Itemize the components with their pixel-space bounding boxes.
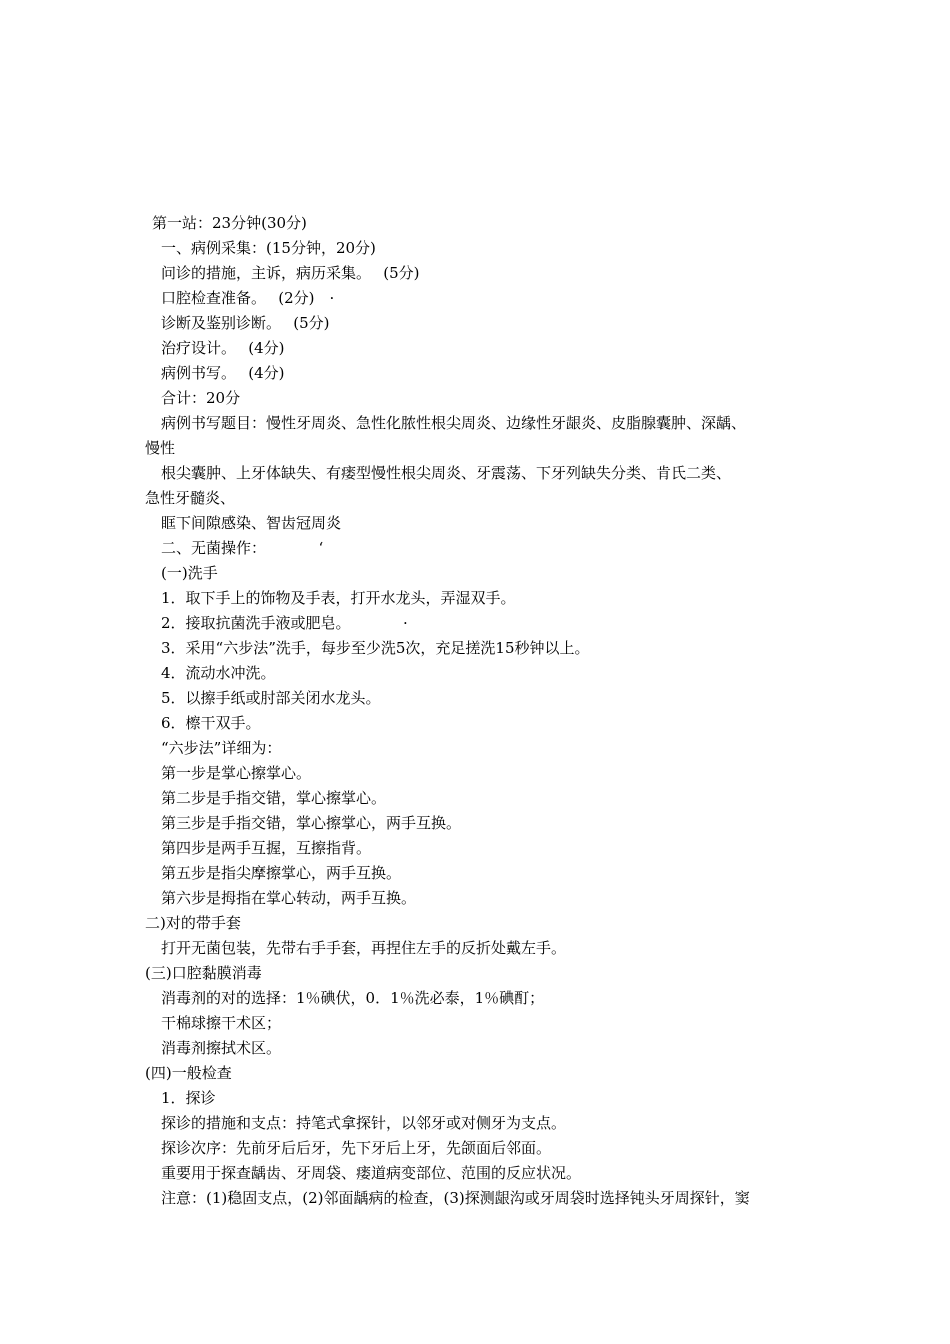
section-heading: 二、无菌操作： ‘ [161, 539, 324, 557]
text-line: 根尖囊肿、上牙体缺失、有瘘型慢性根尖周炎、牙震荡、下牙列缺失分类、肯氏二类、 [161, 464, 732, 482]
list-item: 1．取下手上的饰物及手表，打开水龙头，弄湿双手。 [161, 589, 516, 607]
text-line: 注意：(1)稳固支点，(2)邻面龋病的检查，(3)探测龈沟或牙周袋时选择钝头牙周探针，窦 [161, 1189, 750, 1207]
text-line: 第三步是手指交错，掌心擦掌心，两手互换。 [161, 814, 462, 832]
text-line: 第四步是两手互握，互擦指背。 [161, 839, 372, 857]
text-line: 第六步是拇指在掌心转动，两手互换。 [161, 889, 417, 907]
text-line: 慢性 [145, 439, 176, 457]
text-line: 重要用于探查龋齿、牙周袋、瘘道病变部位、范围的反应状况。 [161, 1164, 582, 1182]
subsection-heading: (四)一般检查 [145, 1064, 232, 1082]
text-line: 眶下间隙感染、智齿冠周炎 [161, 514, 342, 532]
text-line: 探诊的措施和支点：持笔式拿探针，以邻牙或对侧牙为支点。 [161, 1114, 567, 1132]
text-line: 第五步是指尖摩擦掌心，两手互换。 [161, 864, 402, 882]
subsection-heading: (一)洗手 [161, 564, 218, 582]
station-heading: 第一站：23分钟(30分) [152, 214, 307, 232]
text-line: 病例书写。 (4分) [161, 364, 285, 382]
text-line: 病例书写题目：慢性牙周炎、急性化脓性根尖周炎、边缘性牙龈炎、皮脂腺囊肿、深龋、 [161, 414, 747, 432]
text-line: “六步法”详细为： [161, 739, 282, 757]
subsection-heading: 二)对的带手套 [145, 914, 241, 932]
text-line: 合计：20分 [161, 389, 241, 407]
list-item: 5．以擦手纸或肘部关闭水龙头。 [161, 689, 381, 707]
text-line: 探诊次序：先前牙后后牙，先下牙后上牙，先颌面后邻面。 [161, 1139, 552, 1157]
list-item: 1．探诊 [161, 1089, 216, 1107]
text-line: 第一步是掌心擦掌心。 [161, 764, 312, 782]
text-line: 干棉球擦干术区； [161, 1014, 282, 1032]
section-heading: 一、病例采集：(15分钟，20分) [161, 239, 376, 257]
text-line: 第二步是手指交错，掌心擦掌心。 [161, 789, 387, 807]
list-item: 3．采用“六步法”洗手，每步至少洗5次，充足搓洗15秒钟以上。 [161, 639, 590, 657]
text-line: 口腔检查准备。 (2分) · [161, 289, 335, 307]
text-line: 急性牙髓炎、 [145, 489, 236, 507]
text-line: 问诊的措施，主诉，病历采集。 (5分) [161, 264, 420, 282]
text-line: 消毒剂擦拭术区。 [161, 1039, 282, 1057]
list-item: 4．流动水冲洗。 [161, 664, 276, 682]
list-item: 2．接取抗菌洗手液或肥皂。 · [161, 614, 408, 632]
text-line: 治疗设计。 (4分) [161, 339, 285, 357]
subsection-heading: (三)口腔黏膜消毒 [145, 964, 262, 982]
text-line: 消毒剂的对的选择：1％碘伏，0．1％洗必泰，1％碘酊； [161, 989, 545, 1007]
list-item: 6．檫干双手。 [161, 714, 261, 732]
text-line: 打开无菌包装，先带右手手套，再捏住左手的反折处戴左手。 [161, 939, 567, 957]
text-line: 诊断及鉴别诊断。 (5分) [161, 314, 330, 332]
